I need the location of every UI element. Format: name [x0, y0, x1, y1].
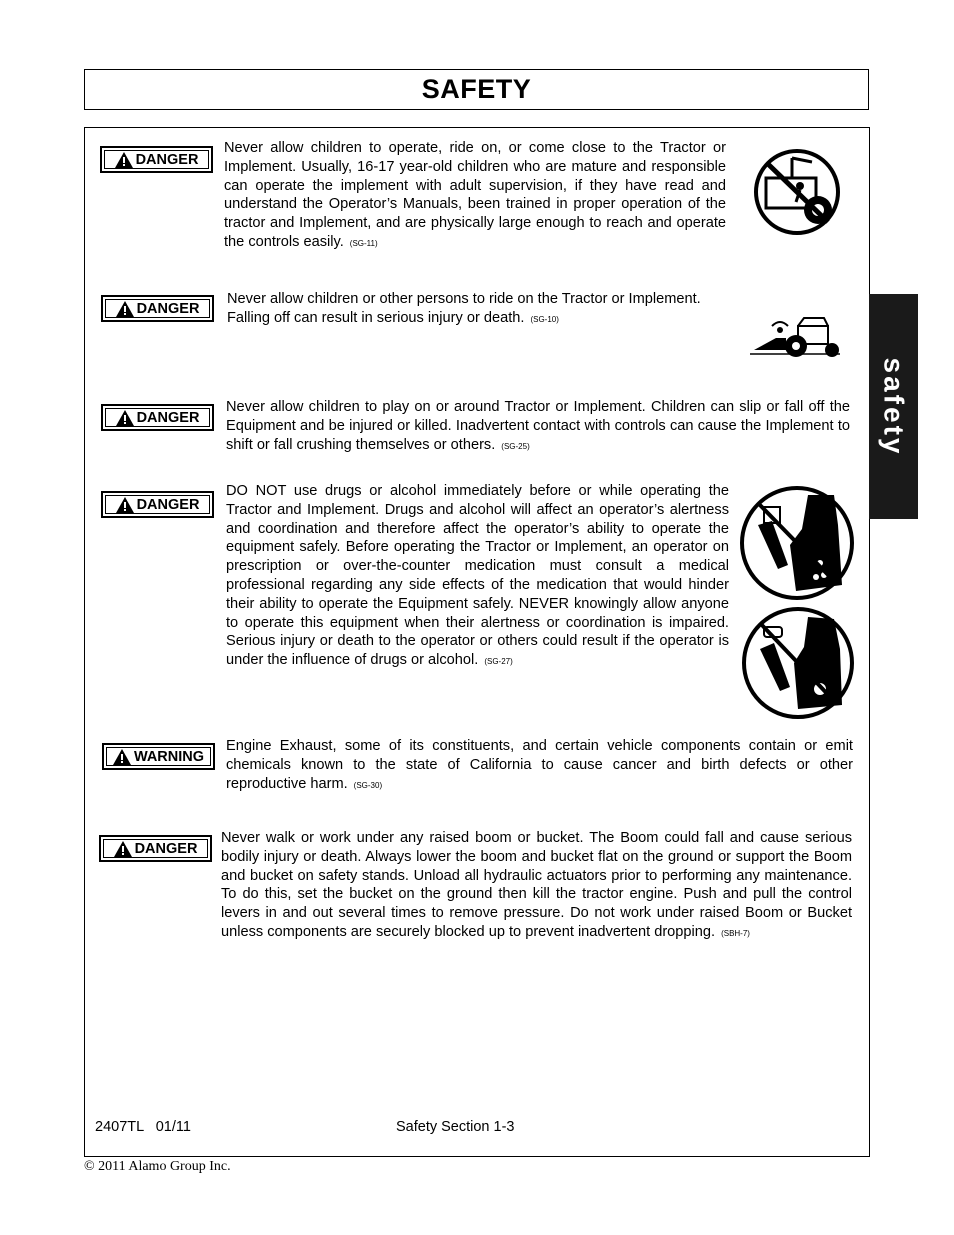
danger-badge — [99, 835, 212, 862]
danger-badge — [101, 404, 214, 431]
safety-message — [226, 737, 853, 795]
message-text: Never allow children or other persons to ride on the Tractor or Implement. Falling off can result in serious injury or death. — [227, 291, 701, 326]
warning-triangle-icon — [114, 841, 132, 857]
safety-message — [221, 829, 852, 944]
section-tab-label: safety — [878, 357, 910, 456]
danger-badge — [101, 491, 214, 518]
message-text: Engine Exhaust, some of its constituents, and certain vehicle components contain or emit chemicals known to the state of California to cause cancer and birth defects or other reproductive harm. — [226, 738, 853, 792]
badge-label: WARNING — [133, 748, 205, 765]
badge-label: DANGER — [136, 300, 200, 317]
warning-triangle-icon — [116, 301, 134, 317]
no-children-tractor-pictogram — [752, 148, 842, 236]
safety-message — [224, 139, 726, 254]
message-text: DO NOT use drugs or alcohol immediately before or while operating the Tractor and Implement. Drugs and alcohol will affect an operator’s alertness and coordination and therefore affect the operator’s ability to operate the equipment safely. Before operating the Tractor or Implement, an operator on prescription or over-the-counter medication must consult a medical professional regarding any side effects of the medication that would hinder their ability to operate the Equipment safely. NEVER knowingly allow anyone to operate this equipment when their alertness or coordination is impaired. Serious injury or death to the operator or others could result if the operator is under the influence of drugs or alcohol. — [226, 483, 729, 669]
footer-model: 2407TL 01/11 — [95, 1119, 191, 1135]
warning-triangle-icon — [113, 749, 131, 765]
no-alcohol-pictogram — [738, 485, 856, 601]
message-code: (SBH-7) — [721, 928, 750, 938]
rider-falling-pictogram — [746, 316, 844, 360]
message-text: Never allow children to operate, ride on, or come close to the Tractor or Implement. Usually, 16-17 year-old children who are mature and responsible can operate the implement with adult supervision, if they have read and understand the Operator’s Manuals, been trained in proper operation of the tractor and Implement, and are physically large enough to reach and operate the controls easily. — [224, 140, 726, 250]
message-code: (SG-25) — [501, 441, 530, 451]
warning-badge — [102, 743, 215, 770]
badge-label: DANGER — [136, 496, 200, 513]
footer-section: Safety Section 1-3 — [396, 1119, 515, 1135]
warning-triangle-icon — [116, 497, 134, 513]
copyright: © 2011 Alamo Group Inc. — [84, 1159, 231, 1174]
page-title: SAFETY — [421, 74, 532, 104]
safety-message — [227, 290, 732, 330]
warning-triangle-icon — [116, 410, 134, 426]
message-text: Never walk or work under any raised boom or bucket. The Boom could fall and cause serious bodily injury or death. Always lower the boom and bucket flat on the ground or support the Boom and bucket on safety stands. Unload all hydraulic actuators prior to performing any maintenance. To do this, set the bucket on the ground then kill the tractor engine. Push and pull the control levers in and out several times to remove pressure. Do not work under raised Boom or Bucket unless components are securely blocked up to prevent inadvertent dropping. — [221, 830, 852, 940]
message-code: (SG-30) — [353, 780, 383, 790]
warning-triangle-icon — [115, 152, 133, 168]
safety-message — [226, 398, 850, 456]
message-code: (SG-10) — [530, 314, 559, 324]
danger-badge — [101, 295, 214, 322]
badge-label: DANGER — [134, 840, 198, 857]
message-code: (SG-11) — [349, 238, 378, 248]
danger-badge — [100, 146, 213, 173]
no-drugs-pictogram — [740, 605, 856, 721]
message-text: Never allow children to play on or around Tractor or Implement. Children can slip or fall off the Equipment and be injured or killed. Inadvertent contact with controls can cause the Implement to shift or fall crushing themselves or others. — [226, 399, 850, 453]
safety-message — [226, 482, 729, 672]
section-tab[interactable] — [869, 294, 918, 519]
badge-label: DANGER — [135, 151, 199, 168]
badge-label: DANGER — [136, 409, 200, 426]
message-code: (SG-27) — [484, 657, 513, 667]
header-box — [84, 69, 869, 110]
